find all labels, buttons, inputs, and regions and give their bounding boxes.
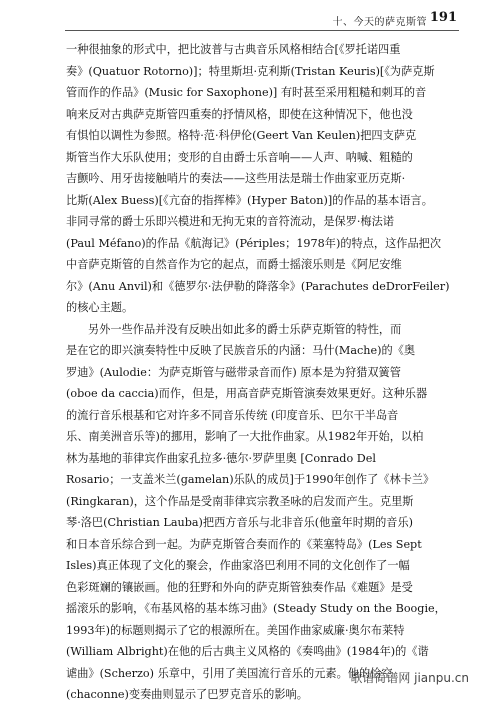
text-line: (Paul Méfano)的作品《航海记》(Périples；1978年)的特点，这作品把次: [66, 236, 442, 250]
text-line: 吉颤吟、用牙齿接触哨片的奏法——这些用法是瑞士作曲家亚历克斯·: [66, 172, 406, 185]
text-line: 响来反对古典萨克斯管四重奏的抒情风格，即使在这种情况下，他也没: [66, 107, 413, 121]
text-line: 琴·洛巴(Christian Lauba)把西方音乐与北非音乐(他童年时期的音乐): [66, 516, 414, 529]
text-line: (Ringkaran)，这个作品是受南菲律宾宗教圣咏的启发而产生。克里斯: [66, 494, 414, 508]
text-line: 罗迪》(Aulodie：为萨克斯管与磁带录音而作) 原本是为狩猎双簧管: [66, 365, 401, 379]
text-line: 1993年)的标题则揭示了它的根源所在。美国作曲家威廉·奥尔布莱特: [66, 623, 405, 637]
text-line: 奏》(Quatuor Rotorno)]；特里斯坦·克利斯(Tristan Keuris)[《为萨克斯: [66, 64, 435, 78]
text-line: (chaconne)变奏曲则显示了巴罗克音乐的影响。: [66, 688, 308, 701]
text-line: 尔》(Anu Anvil)和《德罗尔·法伊勒的降落伞》(Parachutes deDrorFeiler): [66, 279, 450, 293]
text-line: 是在它的即兴演奏特性中反映了民族音乐的内涵：马什(Mache)的《奥: [66, 344, 416, 357]
text-line: 中音萨克斯管的自然音作为它的起点，而爵士摇滚乐则是《阿尼安维: [66, 258, 402, 271]
watermark: 歌谱简谱网 jianpu.cn: [350, 671, 469, 685]
text-line: 管而作的作品》(Music for Saxophone)] 有时甚至采用粗糙和刺耳的音: [66, 86, 427, 99]
text-line: 色彩斑斓的镶嵌画。他的狂野和外向的萨克斯管独奏作品《难题》是受: [66, 580, 413, 594]
text-line: 有惧怕以调性为参照。格特·范·科伊伦(Geert Van Keulen)把四支萨克: [66, 129, 417, 142]
text-line: 乐、南美洲音乐等)的挪用，影响了一大批作曲家。从1982年开始，以柏: [66, 430, 424, 443]
text-line: 非同寻常的爵士乐即兴模进和无拘无束的音符流动，是保罗·梅法诺: [66, 215, 394, 228]
text-line: Isles)真正体现了文化的聚会，作曲家洛巴利用不同的文化创作了一幅: [66, 559, 410, 572]
page-number: 191: [429, 10, 457, 25]
text-line: 林为基地的菲律宾作曲家孔拉多·德尔·罗萨里奥 [Conrado Del: [66, 451, 376, 465]
page-body: [66, 39, 458, 706]
text-line: (William Albright)在他的后古典主义风格的《奏鸣曲》(1984年)的《谐: [66, 645, 429, 658]
chapter-title: 十、今天的萨克斯管: [332, 17, 427, 28]
text-line: 谑曲》(Scherzo) 乐章中，引用了美国流行音乐的元素。他的恰空: [66, 666, 393, 680]
text-line: 比斯(Alex Buess)[《亢奋的指挥棒》(Hyper Baton)]的作品的基本语言。: [66, 193, 433, 207]
text-line: Rosario；一支盖米兰(gamelan)乐队的成员]于1990年创作了《林卡兰》: [66, 473, 435, 486]
text-line: (oboe da caccia)而作，但是，用高音萨克斯管演奏效果更好。这种乐器: [66, 387, 428, 400]
paragraph-start-line: 另外一些作品并没有反映出如此多的爵士乐萨克斯管的特性，而: [88, 322, 402, 336]
text-line: 的核心主题。: [66, 301, 134, 314]
text-line: 的流行音乐根基和它对许多不同音乐传统 (印度音乐、巴尔干半岛音: [66, 408, 399, 422]
text-line: 一种很抽象的形式中，把比波普与古典音乐风格相结合[《罗托诺四重: [66, 43, 401, 56]
header-rule: [65, 30, 459, 31]
text-line: 和日本音乐综合到一起。为萨克斯管合奏而作的《莱塞特岛》(Les Sept: [66, 537, 422, 551]
text-line: 斯管当作大乐队使用；变形的自由爵士乐音响——人声、呐喊、粗糙的: [66, 150, 413, 164]
running-header: [0, 10, 477, 30]
text-line: 摇滚乐的影响，《布基风格的基本练习曲》(Steady Study on the Boogie，: [66, 602, 446, 615]
